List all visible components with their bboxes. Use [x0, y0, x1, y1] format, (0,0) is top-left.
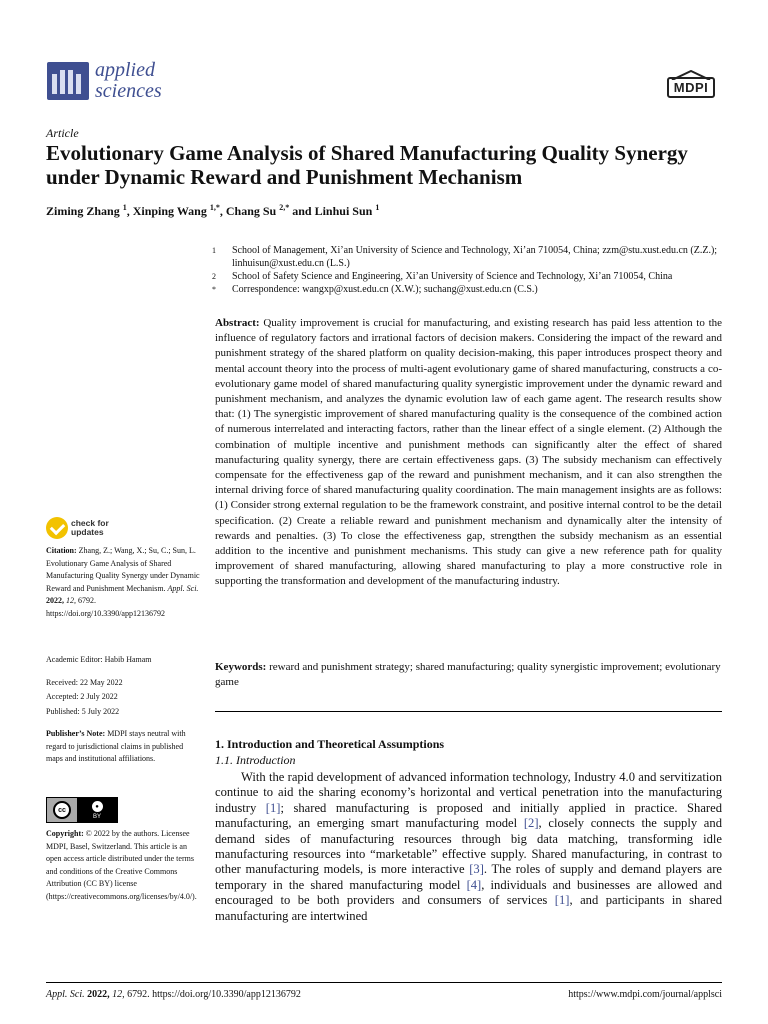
abstract-text: Quality improvement is crucial for manufacturing, and existing research has paid less attention to the influence of regulatory factors and irrational factors of decision makers. Considering the impact of the reward and punishment strategy of the shared platform on quality decision-making, this paper introduces prospect theory and mental account theory into the process of multi-agent evolutionary game of shared manufacturing, constructs a co-evolutionary game model of shared manufacturing quality synergistic improvement under the dynamic reward and punishment mechanism, and analyzes the dynamic evolution law of each game agent. The research results show that: (1) The synergistic improvement of shared manufacturing quality is the consequence of the combined action of numerous interrelated and interacting factors, rather than the linear effect of a single element. (2) Although the combination of multiple incentive and punishment methods can significantly alter the effect of shared manufacturing quality synergy, there are certain effectiveness gaps. (3) The subsidy mechanism can effectively compensate for the effectiveness gap of the reward and punishment mechanism, and it can also strengthen the internal driving force of shared manufacturing quality coordination. The main management insights are as follows: (1) Consider strong external regulation to be the framework constraint, and positive internal control to be the detail specification. (2) Create a reliable reward and punishment mechanism and dynamically alter the intensity of rewards and penalties. (3) To close the effectiveness gap, strengthen the subsidy mechanism as an essential addition to the incentive and punishment mechanisms. This study can give a new reference path for quality improvement of shared manufacturing, allowing shared manufacturing to play a more constructive role in supporting the transformation and development of the manufacturing industry. [215, 317, 723, 588]
by-icon-wrap [77, 798, 117, 822]
body-text-run: ; shared manufacturing is proposed and initially applied in practice. Shared manufacturing, an emerging smart manufacturing model [215, 800, 722, 831]
citation-journal: Appl. Sci. [167, 583, 199, 593]
keywords-text: reward and punishment strategy; shared manufacturing; quality synergistic improvement; evolutionary game [215, 661, 721, 689]
by-label: BY [92, 814, 101, 820]
journal-logo [47, 60, 162, 102]
affiliation-item [212, 283, 732, 296]
citation-link[interactable]: [1] [265, 800, 281, 815]
body-text-run: , and participants in shared manufacturing are intertwined [215, 893, 722, 923]
copyright-text: © 2022 by the authors. Licensee MDPI, Basel, Switzerland. This article is an open access article distributed under the terms and conditions of the Creative Commons Attribution (CC BY) license (https://creativecommons.org/licenses/by/4.0/). [46, 829, 197, 901]
published-date: Published: 5 July 2022 [46, 707, 120, 716]
publisher-note-label: Publisher’s Note: [46, 729, 106, 738]
person-icon: ● [91, 800, 104, 813]
affiliation-mark: * [212, 285, 216, 294]
body-text-run: , individuals and businesses are allowed and encouraged to be both providers and consumers of services [215, 877, 722, 908]
affiliations [212, 244, 732, 296]
author-affil-mark: 1 [122, 203, 127, 212]
correspondence-text: Correspondence: wangxp@xust.edu.cn (X.W.); suchang@xust.edu.cn (C.S.) [232, 284, 538, 295]
publisher-name: MDPI [667, 77, 716, 98]
publisher-logo [666, 70, 716, 98]
citation-volume: 12, [66, 596, 76, 606]
citation-link[interactable]: [4] [466, 877, 482, 892]
author-affil-mark: 1,* [209, 203, 220, 212]
publisher-note [46, 728, 201, 766]
check-for-updates-label [71, 519, 109, 537]
citation-doi[interactable]: 6792. https://doi.org/10.3390/app12136792 [46, 596, 165, 618]
accepted-date: Accepted: 2 July 2022 [46, 692, 118, 701]
section-heading: 1. Introduction and Theoretical Assumptions [215, 737, 445, 751]
body-text-run: With the rapid development of advanced information technology, Industry 4.0 and servitization continue to aid the sharing economy’s horizontal and vertical penetration into the manufacturing industry [215, 770, 722, 815]
checkmark-icon [46, 517, 68, 539]
footer-citation [46, 989, 301, 1000]
cc-by-license-badge[interactable] [46, 797, 118, 823]
footer-journal-url[interactable]: https://www.mdpi.com/journal/applsci [568, 989, 722, 1000]
check-for-updates-badge[interactable] [46, 517, 109, 539]
body-text-run: , closely connects the supply and demand sides of manufacturing resources through big data matching, transforming idle manufacturing resources into “marketable” effective supply. Shared manufacturing, in contrast to other manufacturing models, is more interactive [215, 816, 722, 877]
affiliation-mark: 1 [212, 246, 216, 255]
footer-doi-link[interactable]: 6792. https://doi.org/10.3390/app12136792 [127, 989, 301, 1000]
author-affil-mark: 2,* [279, 203, 290, 212]
affiliation-mark: 2 [212, 272, 216, 281]
affiliation-item [212, 270, 732, 283]
abstract [215, 316, 722, 590]
keywords [215, 660, 722, 690]
author-affil-mark: 1 [375, 203, 380, 212]
author-sep: , [126, 204, 133, 218]
cc-icon: cc [53, 801, 71, 819]
journal-name [95, 60, 162, 102]
affiliation-item [212, 244, 732, 270]
body-text-run: . The roles of supply and demand players are temporary in the shared manufacturing model [215, 862, 722, 892]
affiliation-text: School of Management, Xi’an University of Science and Technology, Xi’an 710054, China; zzm@stu.xust.edu.cn (Z.Z.); linhuisun@xust.edu.cn (L.S.) [232, 245, 718, 269]
keywords-label: Keywords: [215, 661, 267, 673]
body-paragraph [215, 770, 722, 924]
footer-divider [46, 982, 722, 983]
abstract-label: Abstract: [215, 317, 260, 329]
check-line1: check for [71, 518, 109, 528]
author-name[interactable]: Chang Su [225, 204, 277, 218]
footer-volume: 12, [112, 989, 125, 1000]
citation-link[interactable]: [3] [469, 862, 484, 877]
author-name[interactable]: Ziming Zhang [46, 204, 120, 218]
citation-link[interactable]: [2] [523, 816, 539, 831]
journal-name-line2: sciences [95, 80, 162, 102]
cc-icon-wrap [47, 798, 77, 822]
author-sep: and [289, 204, 315, 218]
author-sep: , [219, 204, 226, 218]
article-type: Article [46, 126, 79, 140]
subsection-heading: 1.1. Introduction [215, 753, 296, 767]
received-date: Received: 22 May 2022 [46, 678, 123, 687]
citation-year: 2022, [46, 596, 64, 606]
copyright-label: Copyright: [46, 829, 84, 838]
citation-link[interactable]: [1] [554, 893, 570, 908]
author-name[interactable]: Xinping Wang [132, 204, 207, 218]
citation-label: Citation: [46, 546, 77, 555]
check-line2: updates [71, 527, 104, 537]
citation-text: Zhang, Z.; Wang, X.; Su, C.; Sun, L. Evolutionary Game Analysis of Shared Manufacturing Quality Synergy under Dynamic Reward and Punishment Mechanism. [46, 546, 200, 593]
citation-block [46, 545, 201, 621]
journal-name-line1: applied [95, 59, 155, 81]
copyright-block [46, 828, 201, 904]
mdpi-roof-icon [666, 70, 716, 80]
academic-editor: Academic Editor: Habib Hamam [46, 655, 152, 664]
paper-title: Evolutionary Game Analysis of Shared Manufacturing Quality Synergy under Dynamic Reward and Punishment Mechanism [46, 141, 688, 189]
author-name[interactable]: Linhui Sun [314, 204, 373, 218]
publisher-note-text: MDPI stays neutral with regard to jurisdictional claims in published maps and institutional affiliations. [46, 729, 186, 764]
footer-journal: Appl. Sci. [46, 989, 85, 1000]
section-divider [215, 711, 722, 712]
footer-year: 2022, [87, 989, 110, 1000]
journal-logo-icon [47, 62, 89, 100]
author-list [46, 203, 379, 219]
affiliation-text: School of Safety Science and Engineering, Xi’an University of Science and Technology, Xi’an 710054, China [232, 271, 673, 282]
